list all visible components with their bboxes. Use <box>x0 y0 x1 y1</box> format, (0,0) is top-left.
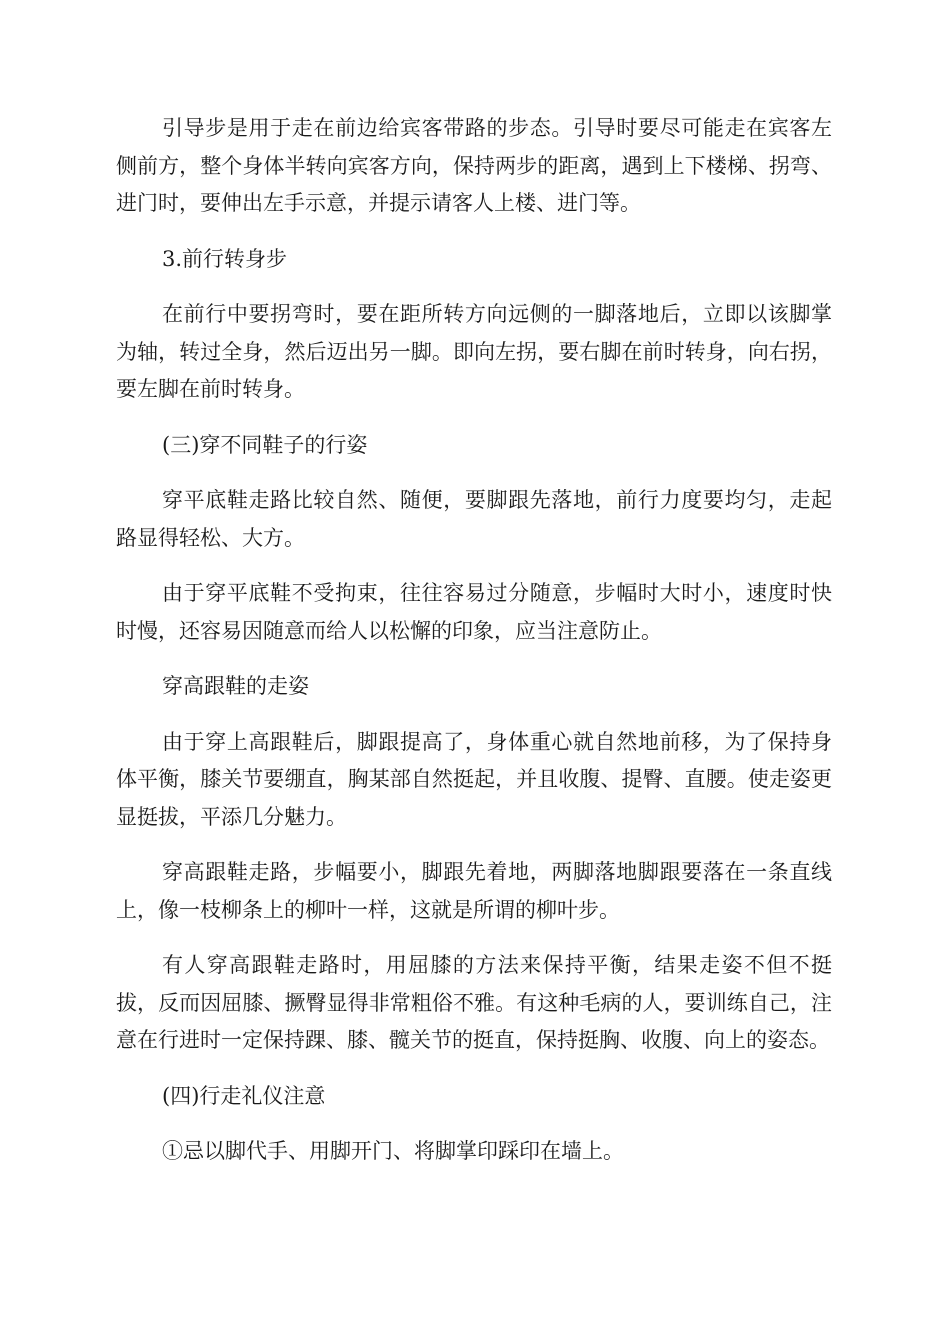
paragraph-high-heels-posture: 由于穿上高跟鞋后，脚跟提高了，身体重心就自然地前移，为了保持身体平衡，膝关节要绷直，胸某部自然挺起，并且收腹、提臀、直腰。使走姿更显挺拔，平添几分魅力。 <box>116 729 832 829</box>
paragraph-flat-shoes-caution: 由于穿平底鞋不受拘束，往往容易过分随意，步幅时大时小，速度时快时慢，还容易因随意而给人以松懈的印象，应当注意防止。 <box>116 581 832 643</box>
paragraph-turning-step: 在前行中要拐弯时，要在距所转方向远侧的一脚落地后，立即以该脚掌为轴，转过全身，然后迈出另一脚。即向左拐，要右脚在前时转身，向右拐，要左脚在前时转身。 <box>116 302 832 401</box>
paragraph-etiquette-item-1: ①忌以脚代手、用脚开门、将脚掌印踩印在墙上。 <box>162 1139 624 1163</box>
heading-shoes-gait: (三)穿不同鞋子的行姿 <box>162 432 368 457</box>
paragraph-knee-bending: 有人穿高跟鞋走路时，用屈膝的方法来保持平衡，结果走姿不但不挺拔，反而因屈膝、撅臀显得非常粗俗不雅。有这种毛病的人，要训练自己，注意在行进时一定保持踝、膝、髋关节的挺直，保持挺胸、收腹、向上的姿态。 <box>116 953 832 1052</box>
heading-high-heels: 穿高跟鞋的走姿 <box>162 674 309 698</box>
paragraph-guide-step: 引导步是用于走在前边给宾客带路的步态。引导时要尽可能走在宾客左侧前方，整个身体半转向宾客方向，保持两步的距离，遇到上下楼梯、拐弯、进门时，要伸出左手示意，并提示请客人上楼、进门等。 <box>116 116 832 215</box>
heading-turning-step: 3.前行转身步 <box>162 246 288 271</box>
paragraph-willow-step: 穿高跟鞋走路，步幅要小，脚跟先着地，两脚落地脚跟要落在一条直线上，像一枝柳条上的柳叶一样，这就是所谓的柳叶步。 <box>116 860 832 922</box>
heading-walking-etiquette: (四)行走礼仪注意 <box>162 1083 326 1108</box>
paragraph-flat-shoes: 穿平底鞋走路比较自然、随便，要脚跟先落地，前行力度要均匀，走起路显得轻松、大方。 <box>116 488 832 550</box>
document-page <box>116 110 832 1189</box>
